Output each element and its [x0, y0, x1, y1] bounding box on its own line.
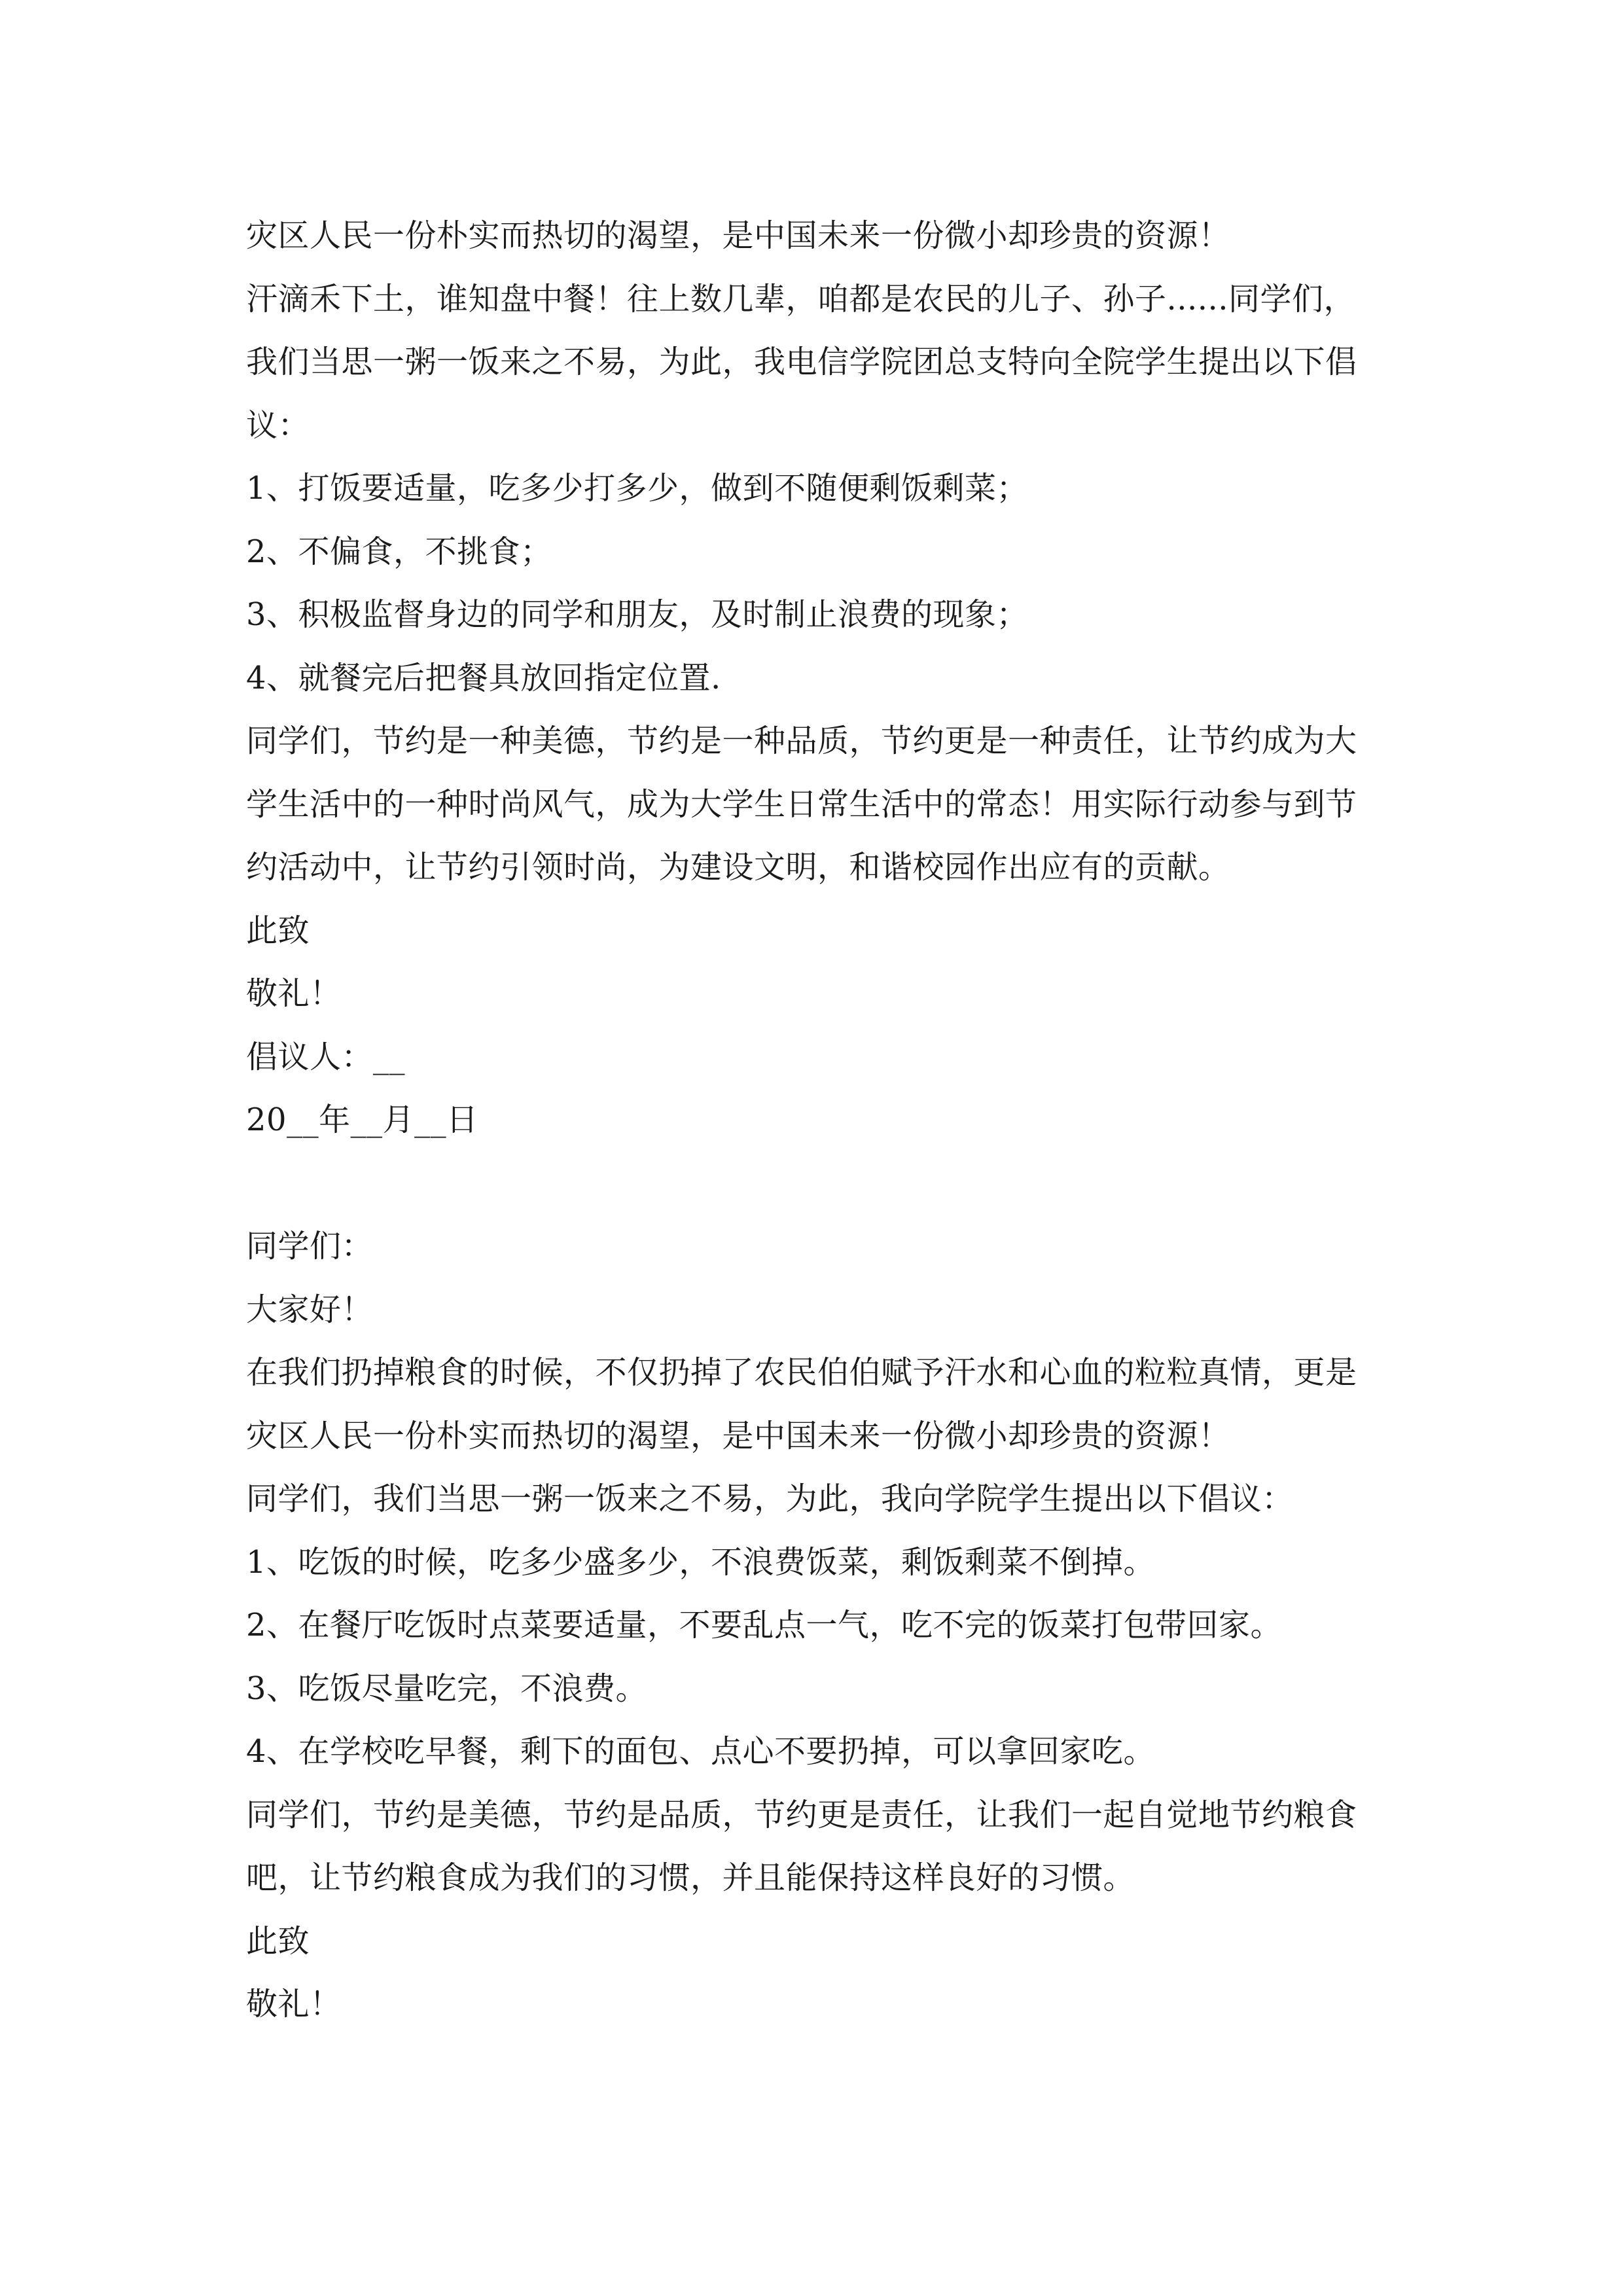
proposal-item-2: 2、不偏食，不挑食；	[246, 533, 552, 570]
closing-regards: 敬礼！	[246, 975, 342, 1012]
body-line: 在我们扔掉粮食的时候，不仅扔掉了农民伯伯赋予汗水和心血的粒粒真情，更是	[246, 1354, 1357, 1391]
proposal-item-3: 3、吃饭尽量吃完，不浪费。	[246, 1670, 648, 1707]
proposal-letter-two	[246, 1215, 1418, 2036]
proposer-signature: 倡议人：__	[246, 1038, 406, 1075]
proposal-item-3: 3、积极监督身边的同学和朋友，及时制止浪费的现象；	[246, 596, 1029, 633]
body-line: 汗滴禾下土，谁知盘中餐！往上数几辈，咱都是农民的儿子、孙子......同学们，	[246, 280, 1356, 317]
body-line: 约活动中，让节约引领时尚，为建设文明，和谐校园作出应有的贡献。	[246, 849, 1230, 886]
body-line: 同学们，节约是美德，节约是品质，节约更是责任，让我们一起自觉地节约粮食	[246, 1796, 1357, 1833]
greeting-line: 同学们：	[246, 1228, 374, 1265]
date-line: 20__年__月__日	[246, 1102, 478, 1138]
proposal-item-2: 2、在餐厅吃饭时点菜要适量，不要乱点一气，吃不完的饭菜打包带回家。	[246, 1607, 1283, 1643]
closing-salutation: 此致	[246, 912, 310, 949]
closing-salutation: 此致	[246, 1922, 310, 1960]
body-line: 议：	[246, 406, 310, 444]
body-line: 学生活中的一种时尚风气，成为大学生日常生活中的常态！用实际行动参与到节	[246, 785, 1357, 823]
closing-regards: 敬礼！	[246, 1986, 342, 2022]
body-line: 我们当思一粥一饭来之不易，为此，我电信学院团总支特向全院学生提出以下倡	[246, 344, 1357, 380]
body-line: 灾区人民一份朴实而热切的渴望，是中国未来一份微小却珍贵的资源！	[246, 217, 1230, 254]
body-line: 同学们，节约是一种美德，节约是一种品质，节约更是一种责任，让节约成为大	[246, 723, 1357, 759]
greeting-line: 大家好！	[246, 1291, 374, 1328]
proposal-item-4: 4、就餐完后把餐具放回指定位置.	[246, 659, 721, 696]
body-line: 灾区人民一份朴实而热切的渴望，是中国未来一份微小却珍贵的资源！	[246, 1417, 1230, 1454]
proposal-letter-one	[246, 204, 1418, 1152]
body-line: 吧，让节约粮食成为我们的习惯，并且能保持这样良好的习惯。	[246, 1859, 1135, 1896]
body-line: 同学们，我们当思一粥一饭来之不易，为此，我向学院学生提出以下倡议：	[246, 1480, 1294, 1517]
proposal-item-4: 4、在学校吃早餐，剩下的面包、点心不要扔掉，可以拿回家吃。	[246, 1733, 1156, 1770]
proposal-item-1: 1、打饭要适量，吃多少打多少，做到不随便剩饭剩菜；	[246, 470, 1029, 507]
proposal-item-1: 1、吃饭的时候，吃多少盛多少，不浪费饭菜，剩饭剩菜不倒掉。	[246, 1543, 1156, 1581]
